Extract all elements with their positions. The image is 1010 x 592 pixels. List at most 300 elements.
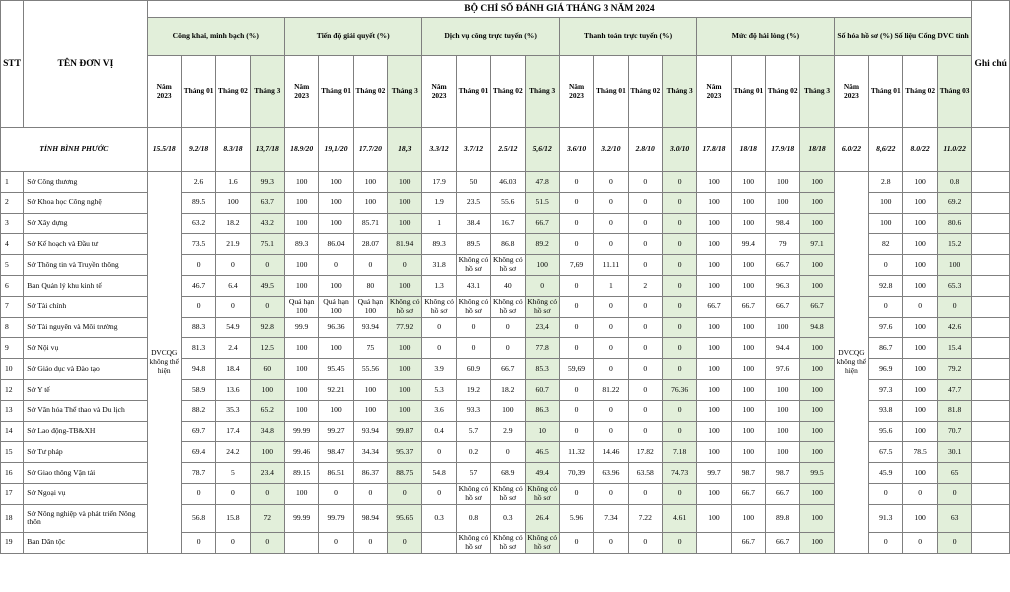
row-value: 99.5 (800, 463, 834, 484)
row-value: 100 (697, 379, 731, 400)
row-value: 6.4 (216, 275, 250, 296)
row-value: 0 (662, 296, 696, 317)
province-value: 18/18 (800, 128, 834, 172)
row-value: 0 (216, 532, 250, 553)
row-value: 7.18 (662, 442, 696, 463)
row-value: 100 (353, 400, 387, 421)
row-value: 67.5 (869, 442, 903, 463)
row-value: 0 (216, 483, 250, 504)
row-value: 0 (594, 483, 628, 504)
row-value: 100 (903, 275, 937, 296)
period-header: Tháng 3 (388, 56, 422, 128)
group-header: Thanh toán trực tuyến (%) (559, 18, 696, 56)
row-value: 81.3 (181, 338, 215, 359)
row-value: 13.6 (216, 379, 250, 400)
row-unit-name: Ban Quản lý khu kinh tế (24, 275, 147, 296)
province-value: 8.3/18 (216, 128, 250, 172)
row-value: 100 (697, 317, 731, 338)
row-value: 0 (181, 532, 215, 553)
note-cell (972, 275, 1010, 296)
row-value: 95.37 (388, 442, 422, 463)
row-value: 99.87 (388, 421, 422, 442)
row-value: 99.79 (319, 504, 353, 532)
row-value: 98.47 (319, 442, 353, 463)
row-value: 100 (284, 255, 318, 276)
row-value: 50 (456, 172, 490, 193)
row-stt: 19 (1, 532, 24, 553)
row-value: 0 (181, 296, 215, 317)
period-header: Tháng 3 (525, 56, 559, 128)
province-row-label: TỈNH BÌNH PHƯỚC (1, 128, 148, 172)
row-value: 100 (903, 213, 937, 234)
row-value: 47.8 (525, 172, 559, 193)
row-value: 93.8 (869, 400, 903, 421)
row-value: 7.34 (594, 504, 628, 532)
period-header: Tháng 01 (731, 56, 765, 128)
row-unit-name: Sở Giao thông Vận tải (24, 463, 147, 484)
row-value: 0 (937, 483, 972, 504)
row-value: 30.1 (937, 442, 972, 463)
row-unit-name: Sở Văn hóa Thể thao và Du lịch (24, 400, 147, 421)
row-value: 63.96 (594, 463, 628, 484)
row-value: 49.4 (525, 463, 559, 484)
row-value: 0 (250, 296, 284, 317)
note-cell (972, 359, 1010, 380)
row-value: 0 (628, 359, 662, 380)
row-value: 35.3 (216, 400, 250, 421)
row-value: 0.8 (456, 504, 490, 532)
row-value: 0.8 (937, 172, 972, 193)
row-value: 98.4 (766, 213, 800, 234)
province-value: 9.2/18 (181, 128, 215, 172)
row-value: 100 (731, 504, 765, 532)
table-row (1, 172, 1010, 193)
row-unit-name: Sở Tài nguyên và Môi trường (24, 317, 147, 338)
row-value: 0 (559, 192, 593, 213)
row-value: 100 (869, 192, 903, 213)
row-value: 0 (422, 442, 456, 463)
row-value: 0 (662, 255, 696, 276)
table-title: BỘ CHỈ SỐ ĐÁNH GIÁ THÁNG 3 NĂM 2024 (147, 1, 972, 18)
row-value: 88.3 (181, 317, 215, 338)
period-header: Tháng 02 (353, 56, 387, 128)
row-value: 100 (319, 172, 353, 193)
row-value: Không có hồ sơ (456, 255, 490, 276)
period-header: Năm 2023 (697, 56, 731, 128)
row-value: 94.8 (181, 359, 215, 380)
row-unit-name: Sở Giáo dục và Đào tạo (24, 359, 147, 380)
row-value: 17.9 (422, 172, 456, 193)
row-value: 100 (731, 442, 765, 463)
row-value: 18.2 (491, 379, 525, 400)
row-value: 0 (216, 296, 250, 317)
row-value: 89.5 (456, 234, 490, 255)
row-value: 100 (903, 172, 937, 193)
row-value: 86.3 (525, 400, 559, 421)
row-value: 85.71 (353, 213, 387, 234)
row-value: 0 (662, 483, 696, 504)
row-value: 0 (594, 234, 628, 255)
row-value: 49.5 (250, 275, 284, 296)
row-value: 0.2 (456, 442, 490, 463)
row-value: 63.7 (250, 192, 284, 213)
row-value: 100 (800, 421, 834, 442)
row-value: 100 (903, 463, 937, 484)
row-value: 0 (594, 359, 628, 380)
row-value: 100 (284, 379, 318, 400)
row-stt: 17 (1, 483, 24, 504)
row-value: 55.56 (353, 359, 387, 380)
row-value: 100 (697, 442, 731, 463)
row-value: Không có hồ sơ (388, 296, 422, 317)
row-value: 93.94 (353, 421, 387, 442)
province-value: 3.2/10 (594, 128, 628, 172)
row-value: 100 (800, 359, 834, 380)
row-value: 95.45 (319, 359, 353, 380)
row-value: 100 (697, 172, 731, 193)
row-value: 21.9 (216, 234, 250, 255)
row-value: 100 (319, 275, 353, 296)
row-value: 17.82 (628, 442, 662, 463)
row-value: 100 (731, 275, 765, 296)
row-value: 1.3 (422, 275, 456, 296)
row-value: 0 (456, 338, 490, 359)
row-value: 0 (662, 213, 696, 234)
row-value: 89.3 (284, 234, 318, 255)
province-value: 11.0/22 (937, 128, 972, 172)
row-value: 5 (216, 463, 250, 484)
row-value: 98.94 (353, 504, 387, 532)
row-value: 15.4 (937, 338, 972, 359)
row-value: 100 (903, 359, 937, 380)
row-value: 100 (353, 192, 387, 213)
row-value: 0 (456, 317, 490, 338)
row-value: 0 (559, 379, 593, 400)
row-value: 28.07 (353, 234, 387, 255)
row-stt: 14 (1, 421, 24, 442)
province-value: 3.3/12 (422, 128, 456, 172)
row-value: 0 (181, 255, 215, 276)
row-value: 57 (456, 463, 490, 484)
row-unit-name: Sở Nội vụ (24, 338, 147, 359)
row-value: 5.3 (422, 379, 456, 400)
row-value: 0 (594, 296, 628, 317)
row-stt: 10 (1, 359, 24, 380)
row-value: 93.94 (353, 317, 387, 338)
note-cell (972, 192, 1010, 213)
row-value: 100 (250, 379, 284, 400)
period-header: Năm 2023 (284, 56, 318, 128)
row-value: 0 (628, 296, 662, 317)
row-value: 0 (353, 483, 387, 504)
row-stt: 6 (1, 275, 24, 296)
row-value: 100 (903, 421, 937, 442)
row-value: 40 (491, 275, 525, 296)
row-value: 100 (353, 379, 387, 400)
row-value: 100 (697, 213, 731, 234)
row-value: 59,69 (559, 359, 593, 380)
row-value: 100 (766, 317, 800, 338)
row-value: 95.6 (869, 421, 903, 442)
row-value: 1.6 (216, 172, 250, 193)
row-value: 0 (662, 400, 696, 421)
row-value: Quá hạn 100 (353, 296, 387, 317)
row-value: 0 (559, 421, 593, 442)
period-header: Năm 2023 (834, 56, 868, 128)
row-value: 26.4 (525, 504, 559, 532)
row-value: 2.6 (181, 172, 215, 193)
row-unit-name: Sở Y tế (24, 379, 147, 400)
province-value: 8.0/22 (903, 128, 937, 172)
row-value: 100 (388, 213, 422, 234)
row-value: 7.22 (628, 504, 662, 532)
row-value: 100 (319, 213, 353, 234)
row-value: 0 (559, 275, 593, 296)
row-value: 0 (869, 483, 903, 504)
row-value: 77.92 (388, 317, 422, 338)
row-value: 2 (628, 275, 662, 296)
row-value: 99.99 (284, 504, 318, 532)
row-value: 34.34 (353, 442, 387, 463)
row-value: 86.04 (319, 234, 353, 255)
row-value: 89.3 (422, 234, 456, 255)
row-value: 92.8 (250, 317, 284, 338)
row-value: 100 (800, 213, 834, 234)
province-value: 18.9/20 (284, 128, 318, 172)
row-value: Không có hồ sơ (491, 296, 525, 317)
row-value: 100 (903, 379, 937, 400)
period-header: Tháng 02 (491, 56, 525, 128)
row-value: 95.65 (388, 504, 422, 532)
row-value: 54.9 (216, 317, 250, 338)
row-value: 12.5 (250, 338, 284, 359)
row-value: 3.9 (422, 359, 456, 380)
province-value: 17.9/18 (766, 128, 800, 172)
row-unit-name: Sở Tài chính (24, 296, 147, 317)
row-value: 100 (903, 255, 937, 276)
row-value: 99.4 (731, 234, 765, 255)
row-value: 31.8 (422, 255, 456, 276)
row-value: 100 (800, 192, 834, 213)
row-value: 63.58 (628, 463, 662, 484)
row-unit-name: Sở Kế hoạch và Đầu tư (24, 234, 147, 255)
row-value: 100 (800, 338, 834, 359)
row-value: 100 (766, 192, 800, 213)
note-cell (972, 483, 1010, 504)
row-value: 0 (250, 532, 284, 553)
row-value: 11.32 (559, 442, 593, 463)
row-value: 79 (766, 234, 800, 255)
row-value: 100 (903, 504, 937, 532)
row-value: 0 (250, 483, 284, 504)
row-value: 85.3 (525, 359, 559, 380)
row-value: 18.4 (216, 359, 250, 380)
row-value: 69.2 (937, 192, 972, 213)
period-header: Tháng 01 (319, 56, 353, 128)
row-value: Không có hồ sơ (491, 255, 525, 276)
row-value: 15.8 (216, 504, 250, 532)
row-value: 100 (766, 442, 800, 463)
row-value: 24.2 (216, 442, 250, 463)
row-value: 100 (731, 317, 765, 338)
row-value: 1 (594, 275, 628, 296)
row-value: 100 (697, 421, 731, 442)
province-value: 8,6/22 (869, 128, 903, 172)
row-value: 23,4 (525, 317, 559, 338)
row-value: 92.8 (869, 275, 903, 296)
row-value: 100 (766, 172, 800, 193)
row-value: 91.3 (869, 504, 903, 532)
row-value: 96.36 (319, 317, 353, 338)
row-value: 100 (697, 359, 731, 380)
row-value: 100 (731, 255, 765, 276)
note-cell (972, 213, 1010, 234)
period-header: Tháng 3 (250, 56, 284, 128)
period-header: Tháng 01 (456, 56, 490, 128)
row-value: 0 (559, 532, 593, 553)
row-value (697, 532, 731, 553)
row-value: 89.8 (766, 504, 800, 532)
row-value: 66.7 (491, 359, 525, 380)
row-value: 72 (250, 504, 284, 532)
row-value: 0 (903, 296, 937, 317)
row-value: 10 (525, 421, 559, 442)
row-stt: 5 (1, 255, 24, 276)
row-value: 0 (319, 255, 353, 276)
row-value: 100 (731, 213, 765, 234)
note-cell (972, 234, 1010, 255)
note-cell (972, 463, 1010, 484)
row-value: 75.1 (250, 234, 284, 255)
period-header: Tháng 03 (937, 56, 972, 128)
row-value: 100 (697, 483, 731, 504)
row-value: 86.8 (491, 234, 525, 255)
period-header: Năm 2023 (422, 56, 456, 128)
row-value: 3.6 (422, 400, 456, 421)
row-value: 0 (662, 359, 696, 380)
row-value: 81.22 (594, 379, 628, 400)
row-value: Không có hồ sơ (491, 483, 525, 504)
row-value: 99.7 (697, 463, 731, 484)
row-value: 100 (903, 317, 937, 338)
row-value: 100 (800, 400, 834, 421)
row-value: 65.3 (937, 275, 972, 296)
row-value: 0.3 (491, 504, 525, 532)
row-value: 100 (388, 338, 422, 359)
row-value: 0 (525, 275, 559, 296)
row-value: 100 (731, 192, 765, 213)
row-value: 0 (559, 317, 593, 338)
row-value: 100 (731, 338, 765, 359)
row-value: 15.2 (937, 234, 972, 255)
row-value: 100 (284, 213, 318, 234)
row-value: 0 (662, 317, 696, 338)
row-value: 0.3 (422, 504, 456, 532)
row-value: 58.9 (181, 379, 215, 400)
row-value: 78.7 (181, 463, 215, 484)
row-value: 0 (594, 421, 628, 442)
row-value: 100 (903, 234, 937, 255)
row-value: 81.94 (388, 234, 422, 255)
row-value: 65.2 (250, 400, 284, 421)
row-value: 89.5 (181, 192, 215, 213)
row-value: 0 (559, 400, 593, 421)
row-value: 69.4 (181, 442, 215, 463)
row-value: 0 (628, 255, 662, 276)
row-value: 86.51 (319, 463, 353, 484)
row-value: 0 (662, 532, 696, 553)
row-value: 0 (388, 532, 422, 553)
row-value: 93.3 (456, 400, 490, 421)
row-value: 66.7 (697, 296, 731, 317)
row-value: 0 (594, 338, 628, 359)
row-value: 0 (662, 275, 696, 296)
row-value: 74.73 (662, 463, 696, 484)
note-cell (972, 296, 1010, 317)
row-value: 97.1 (800, 234, 834, 255)
row-value: 100 (284, 338, 318, 359)
period-header: Tháng 01 (181, 56, 215, 128)
row-value: 100 (284, 192, 318, 213)
row-value: 100 (388, 379, 422, 400)
row-value: 100 (731, 379, 765, 400)
row-value: 0 (628, 338, 662, 359)
row-value: 81.8 (937, 400, 972, 421)
dvcqg-merged-note: DVCQG không thể hiện (147, 172, 181, 554)
row-value: 94.8 (800, 317, 834, 338)
group-header: Dịch vụ công trực tuyến (%) (422, 18, 559, 56)
row-value: 55.6 (491, 192, 525, 213)
row-value (284, 532, 318, 553)
row-value: 100 (800, 255, 834, 276)
note-cell (972, 172, 1010, 193)
row-unit-name: Sở Tư pháp (24, 442, 147, 463)
row-value: 0 (662, 421, 696, 442)
row-value: 0 (559, 213, 593, 234)
row-value: 0 (903, 532, 937, 553)
province-value: 17.8/18 (697, 128, 731, 172)
row-value: 96.3 (766, 275, 800, 296)
row-value: 66.7 (731, 532, 765, 553)
note-cell (972, 421, 1010, 442)
row-stt: 7 (1, 296, 24, 317)
province-value: 3.7/12 (456, 128, 490, 172)
note-header: Ghi chú (972, 1, 1010, 128)
row-value: 77.8 (525, 338, 559, 359)
row-unit-name: Sở Lao động-TB&XH (24, 421, 147, 442)
row-value: 88.75 (388, 463, 422, 484)
row-value: 100 (869, 213, 903, 234)
row-value: 99.27 (319, 421, 353, 442)
row-value: 66.7 (766, 532, 800, 553)
row-value: 0 (628, 192, 662, 213)
row-value: 100 (319, 338, 353, 359)
row-value: 100 (388, 400, 422, 421)
row-value: 0 (422, 338, 456, 359)
row-value: 23.5 (456, 192, 490, 213)
row-value: 99.9 (284, 317, 318, 338)
row-stt: 18 (1, 504, 24, 532)
row-stt: 1 (1, 172, 24, 193)
row-value: 0 (422, 483, 456, 504)
row-value: 4.61 (662, 504, 696, 532)
row-value: 100 (319, 192, 353, 213)
row-value: 66.7 (766, 483, 800, 504)
row-unit-name: Sở Thông tin và Truyền thông (24, 255, 147, 276)
row-value: 1 (422, 213, 456, 234)
row-value: 5.96 (559, 504, 593, 532)
row-value: 69.7 (181, 421, 215, 442)
